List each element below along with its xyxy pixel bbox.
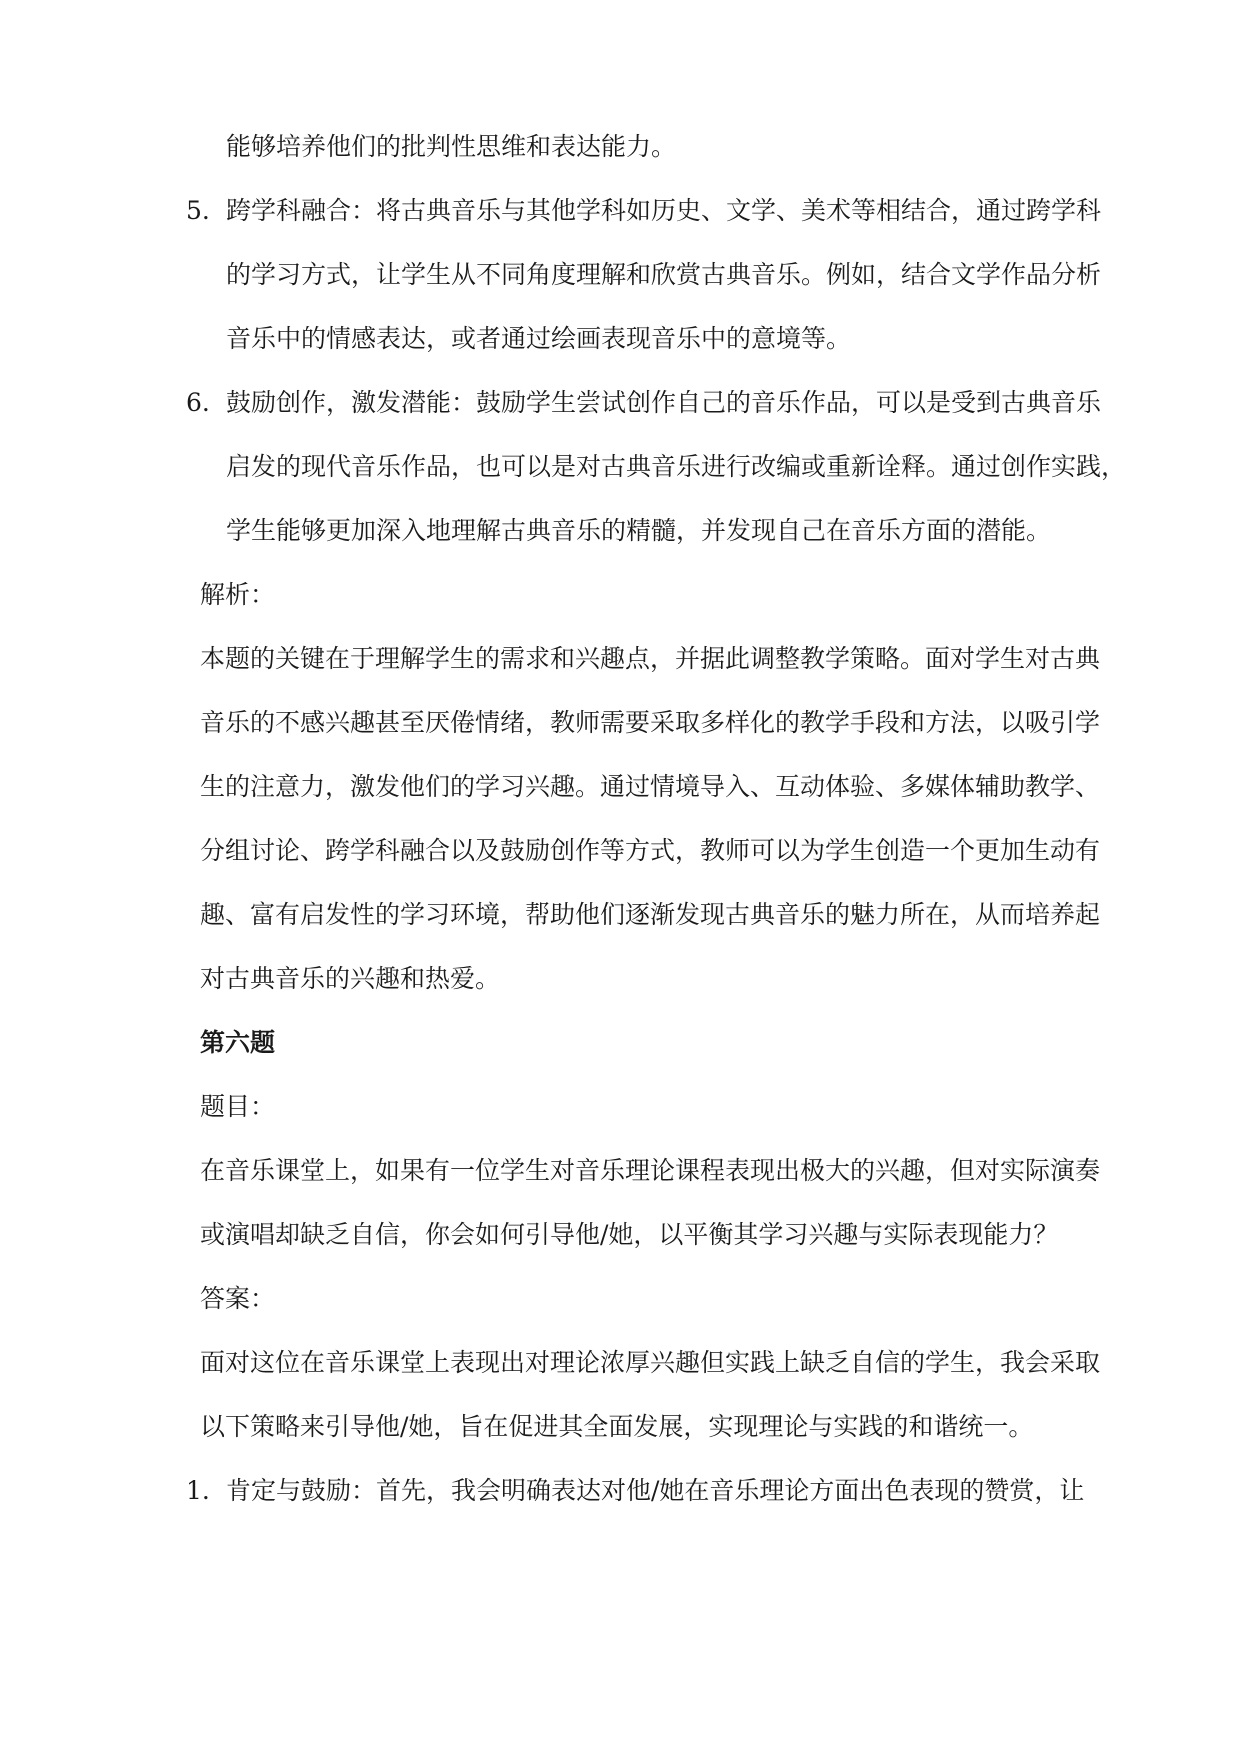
item5-line-3: 音乐中的情感表达，或者通过绘画表现音乐中的意境等。 (226, 324, 852, 353)
item6-line-3: 学生能够更加深入地理解古典音乐的精髓，并发现自己在音乐方面的潜能。 (226, 516, 1052, 545)
item6-line-2: 启发的现代音乐作品，也可以是对古典音乐进行改编或重新诠释。通过创作实践， (226, 452, 1127, 481)
item5-line-1: 跨学科融合：将古典音乐与其他学科如历史、文学、美术等相结合，通过跨学科 (226, 196, 1102, 225)
analysis-line-1: 本题的关键在于理解学生的需求和兴趣点，并据此调整教学策略。面对学生对古典 (200, 644, 1101, 673)
question-line-2: 或演唱却缺乏自信，你会如何引导他/她，以平衡其学习兴趣与实际表现能力？ (200, 1220, 1059, 1249)
answer-line-2: 以下策略来引导他/她，旨在促进其全面发展，实现理论与实践的和谐统一。 (200, 1412, 1034, 1441)
answer-label: 答案： (200, 1284, 276, 1313)
analysis-label: 解析： (200, 580, 276, 609)
answer-item1-number: 1. (186, 1476, 210, 1505)
question-label: 题目： (200, 1092, 276, 1121)
item6-number: 6. (186, 388, 210, 417)
item5-line-2: 的学习方式，让学生从不同角度理解和欣赏古典音乐。例如，结合文学作品分析 (226, 260, 1102, 289)
item5-number: 5. (186, 196, 210, 225)
analysis-line-2: 音乐的不感兴趣甚至厌倦情绪，教师需要采取多样化的教学手段和方法，以吸引学 (200, 708, 1101, 737)
answer-line-1: 面对这位在音乐课堂上表现出对理论浓厚兴趣但实践上缺乏自信的学生，我会采取 (200, 1348, 1101, 1377)
analysis-line-4: 分组讨论、跨学科融合以及鼓励创作等方式，教师可以为学生创造一个更加生动有 (200, 836, 1101, 865)
question-line-1: 在音乐课堂上，如果有一位学生对音乐理论课程表现出极大的兴趣，但对实际演奏 (200, 1156, 1101, 1185)
analysis-line-5: 趣、富有启发性的学习环境，帮助他们逐渐发现古典音乐的魅力所在，从而培养起 (200, 900, 1101, 929)
analysis-line-3: 生的注意力，激发他们的学习兴趣。通过情境导入、互动体验、多媒体辅助教学、 (200, 772, 1101, 801)
question-6-heading: 第六题 (200, 1028, 276, 1057)
answer-item1-line-1: 肯定与鼓励：首先，我会明确表达对他/她在音乐理论方面出色表现的赞赏，让 (226, 1476, 1085, 1505)
analysis-line-6: 对古典音乐的兴趣和热爱。 (200, 964, 501, 993)
item4-continuation-line: 能够培养他们的批判性思维和表达能力。 (226, 132, 677, 161)
item6-line-1: 鼓励创作，激发潜能：鼓励学生尝试创作自己的音乐作品，可以是受到古典音乐 (226, 388, 1102, 417)
